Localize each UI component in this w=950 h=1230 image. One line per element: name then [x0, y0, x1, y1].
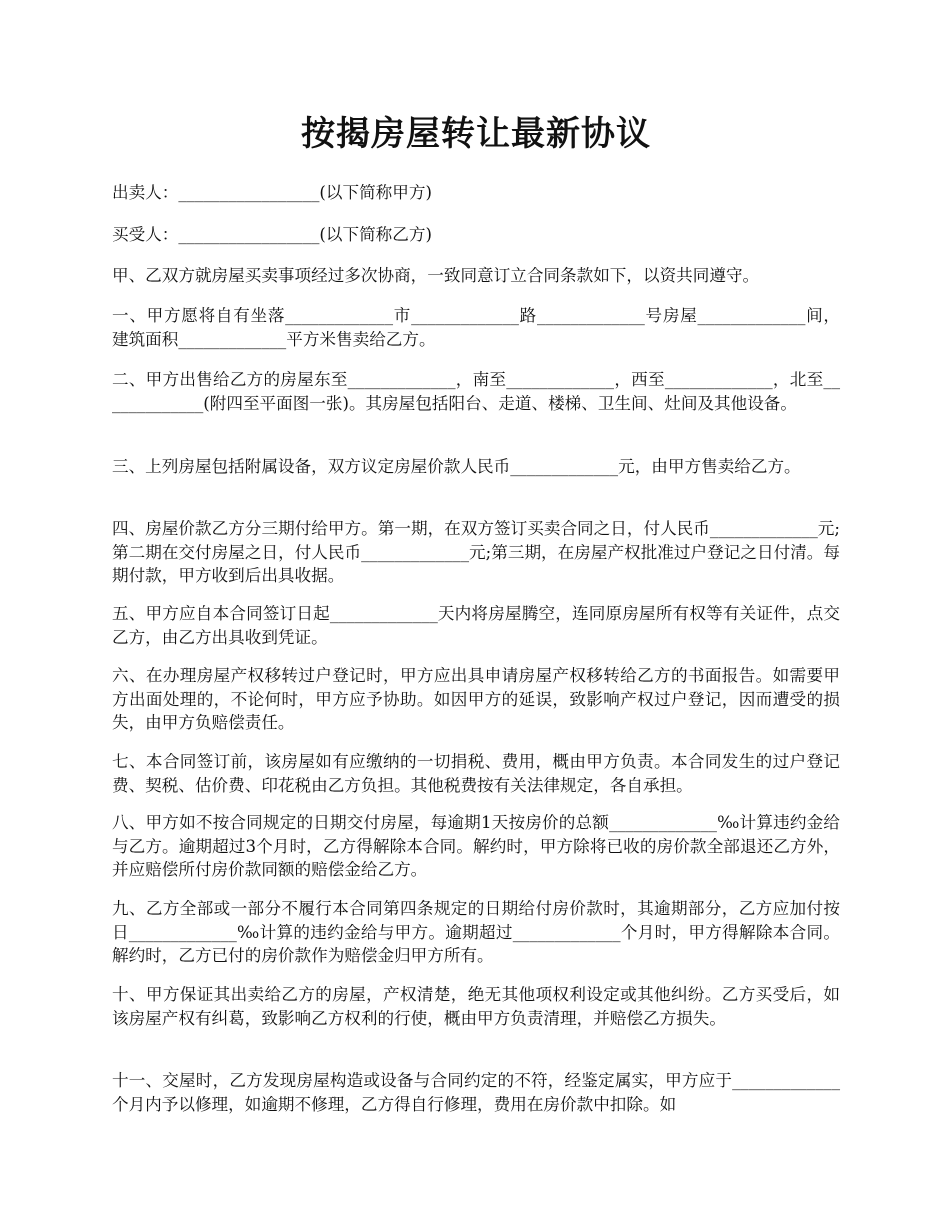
- document-title: 按揭房屋转让最新协议: [301, 114, 651, 154]
- clause-6: 六、在办理房屋产权移转过户登记时，甲方应出具申请房屋产权移转给乙方的书面报告。如需要甲方出面处理的，不论何时，甲方应予协助。如因甲方的延误，致影响产权过户登记，因而遭受的损失，由甲方负赔偿责任。: [112, 666, 840, 732]
- clause-9: 九、乙方全部或一部分不履行本合同第四条规定的日期给付房价款时，其逾期部分，乙方应加付按日_____________‰计算的违约金给与甲方。逾期超过_____________个月时，甲方得解除本合同。解约时，乙方已付的房价款作为赔偿金归甲方所有。: [112, 899, 840, 965]
- clause-3: 三、上列房屋包括附属设备，双方议定房屋价款人民币_____________元，由甲方售卖给乙方。: [112, 457, 801, 476]
- clause-8: 八、甲方如不按合同规定的日期交付房屋，每逾期1天按房价的总额_____________‰计算违约金给与乙方。逾期超过3个月时，乙方得解除本合同。解约时，甲方除将已收的房价款全部退还乙方外，并应赔偿所付房价款同额的赔偿金给乙方。: [112, 813, 840, 879]
- clause-4: 四、房屋价款乙方分三期付给甲方。第一期，在双方签订买卖合同之日，付人民币_____________元;第二期在交付房屋之日，付人民币_____________元;第三期，在房屋产权批准过户登记之日付清。每期付款，甲方收到后出具收据。: [112, 519, 840, 585]
- clause-2: 二、甲方出售给乙方的房屋东至_____________，南至_____________，西至_____________，北至_____________(附四至平面图一张)。其房屋包括阳台、走道、楼梯、卫生间、灶间及其他设备。: [112, 370, 840, 413]
- intro-paragraph: 甲、乙双方就房屋买卖事项经过多次协商，一致同意订立合同条款如下，以资共同遵守。: [112, 266, 760, 285]
- clause-10: 十、甲方保证其出卖给乙方的房屋，产权清楚，绝无其他项权利设定或其他纠纷。乙方买受后，如该房屋产权有纠葛，致影响乙方权利的行使，概由甲方负责清理，并赔偿乙方损失。: [112, 985, 840, 1028]
- clause-1: 一、甲方愿将自有坐落_____________市_____________路_____________号房屋_____________间，建筑面积_____________平方米售卖给乙方。: [112, 306, 840, 349]
- seller-line: 出卖人：_________________(以下简称甲方): [112, 183, 432, 202]
- buyer-line: 买受人：_________________(以下简称乙方): [112, 225, 432, 244]
- clause-7: 七、本合同签订前，该房屋如有应缴纳的一切捐税、费用，概由甲方负责。本合同发生的过户登记费、契税、估价费、印花税由乙方负担。其他税费按有关法律规定，各自承担。: [112, 752, 840, 795]
- clause-5: 五、甲方应自本合同签订日起_____________天内将房屋腾空，连同原房屋所有权等有关证件，点交乙方，由乙方出具收到凭证。: [112, 604, 840, 647]
- clause-11: 十一、交屋时，乙方发现房屋构造或设备与合同约定的不符，经鉴定属实，甲方应于_____________个月内予以修理，如逾期不修理，乙方得自行修理，费用在房价款中扣除。如: [112, 1071, 840, 1114]
